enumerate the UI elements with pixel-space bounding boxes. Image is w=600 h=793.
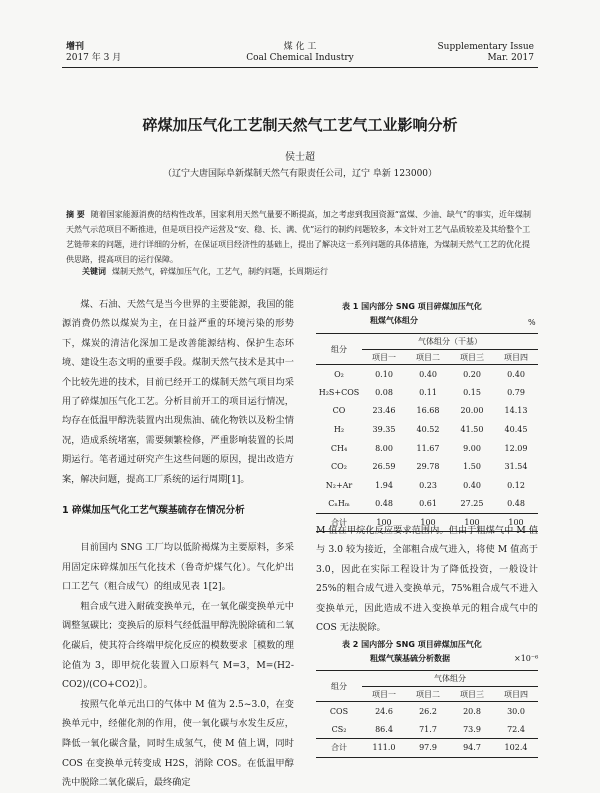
section-1-paragraph-3: 按照气化单元出口的气体中 M 值为 2.5~3.0，在变换单元中，经催化剂的作用，使一氧化碳与水发生反应，降低一氧化碳含量，同时生成氢气，使 M 值上调，同时 COS 在变换单元转变成 H2S，消除 COS。在低温甲醇洗中脱除二氧化碳后，最终确定: [62, 698, 294, 789]
table-row: [316, 720, 538, 739]
table-row: [316, 476, 538, 495]
table-row: [316, 420, 538, 439]
table-cell: 0.61: [419, 499, 437, 509]
keywords-label: 关键词: [82, 267, 106, 276]
table-cell: 0.15: [463, 387, 481, 397]
table-cell: 0.10: [375, 369, 393, 379]
intro-section: [62, 295, 294, 489]
table-row: [316, 439, 538, 458]
table-cell: 71.7: [419, 724, 437, 734]
table-1-col-4: 项目四: [494, 350, 538, 365]
article-title: 碎煤加压气化工艺制天然气工艺气工业影响分析: [142, 116, 458, 134]
table-cell: 72.4: [507, 724, 525, 734]
table-2: [316, 670, 538, 758]
table-row: [316, 702, 538, 721]
total-label: 合计: [316, 513, 362, 532]
table-cell: 27.25: [460, 499, 484, 509]
table-row: [316, 457, 538, 476]
row-label: CO₂: [331, 462, 347, 472]
section-1-paragraph-1: 目前国内 SNG 工厂均以低阶褐煤为主要原料，多采用固定床碎煤加压气化技术（鲁奇炉煤气化）。气化炉出口工艺气（粗合成气）的组成见表 1[2]。: [62, 542, 294, 593]
table-row: [316, 402, 538, 421]
intro-paragraph: 煤、石油、天然气是当今世界的主要能源，我国的能源消费仍然以煤炭为主，在日益严重的环境污染的形势下，煤炭的清洁化深加工是改善能源结构、保护生态环境、建设生态文明的重要手段。煤制天然气技术是其中一个比较先进的技术，目前已经开工的煤制天然气项目均采用了碎煤加压气化工艺。分析目前开工的项目运行情况，均存在低温甲醇洗装置内出现焦油、硫化物铁以及粉尘情况，造成系统堵塞，需要频繁检修，严重影响装置的长周期运行。笔者通过研究产生这些问题的原因，提出改造方案，解决问题，提高工厂系统的运行周期[1]。: [62, 299, 294, 485]
table-cell: 0.48: [507, 499, 525, 509]
table-cell: 26.59: [372, 462, 396, 472]
article-affiliation: （辽宁大唐国际阜新煤制天然气有限责任公司，辽宁 阜新 123000）: [162, 169, 438, 179]
table-1-col-3: 项目三: [450, 350, 494, 365]
table-cell: 0.11: [419, 387, 437, 397]
table-2-col-3: 项目三: [450, 687, 494, 702]
row-label: H₂: [333, 425, 345, 435]
table-cell: 29.78: [416, 462, 440, 472]
total-cell: 97.9: [406, 739, 450, 758]
row-label: CₙHₘ: [328, 499, 350, 509]
table-1: [316, 333, 538, 532]
table-cell: 0.23: [419, 480, 437, 490]
keywords-text: 煤制天然气，碎煤加压气化，工艺气，制约问题，长周期运行: [112, 267, 328, 276]
table-2-group-header: 气体组分: [362, 671, 538, 687]
table-cell: 20.8: [463, 706, 481, 716]
table-cell: 86.4: [375, 724, 393, 734]
total-cell: 100: [494, 513, 538, 532]
table-cell: 40.52: [416, 425, 440, 435]
table-2-unit: ×10⁻⁶: [514, 654, 539, 663]
table-2-caption-line-1: 表 2 国内部分 SNG 项目碎煤加压气化: [342, 640, 482, 649]
header-date: 2017 年 3 月: [66, 53, 122, 63]
abstract-label: 摘 要: [66, 210, 85, 219]
total-cell: 111.0: [362, 739, 406, 758]
table-cell: 73.9: [463, 724, 481, 734]
row-label: COS: [329, 706, 349, 716]
total-cell: 100: [362, 513, 406, 532]
table-row: [316, 383, 538, 402]
right-paragraph: M 值在甲烷化反应要求范围内。但由于粗煤气中 M 值与 3.0 较为接近，全部粗合成气进入，将使 M 值高于 3.0，因此在实际工程设计为了降低投资，一般设计 25%的粗合成气进入变换单元，75%粗合成气不进入变换单元，因此造成不进入变换单元的粗合成气中的 COS 无法脱除。: [316, 525, 538, 634]
table-2-row-header: 组分: [316, 671, 362, 702]
total-label: 合计: [316, 739, 362, 758]
table-cell: 39.35: [372, 425, 396, 435]
table-cell: 8.00: [375, 443, 393, 453]
table-2-caption: [342, 638, 538, 666]
table-1-col-1: 项目一: [362, 350, 406, 365]
table-cell: 41.50: [460, 425, 484, 435]
abstract: [66, 207, 536, 267]
table-cell: 20.00: [460, 406, 484, 416]
table-2-col-2: 项目二: [406, 687, 450, 702]
table-cell: 30.0: [507, 706, 525, 716]
article-author: 侯士超: [285, 152, 315, 163]
table-row: [316, 365, 538, 384]
table-cell: 40.45: [504, 425, 528, 435]
row-label: O₂: [334, 369, 344, 379]
table-1-caption-line-1: 表 1 国内部分 SNG 项目碎煤加压气化: [342, 302, 482, 311]
header-date-en: Mar. 2017: [487, 53, 534, 63]
table-1-caption: [342, 300, 538, 328]
table-cell: 16.68: [416, 406, 440, 416]
row-label: CH₄: [330, 443, 348, 453]
total-cell: 100: [450, 513, 494, 532]
header-supplement: Supplementary Issue: [437, 42, 534, 52]
row-label: CO: [332, 406, 346, 416]
table-2-caption-line-2: 粗煤气羰基硫分析数据: [370, 654, 450, 663]
table-cell: 24.6: [375, 706, 393, 716]
right-column-text: [316, 521, 538, 637]
row-label: CS₂: [331, 724, 347, 734]
total-cell: 102.4: [494, 739, 538, 758]
table-cell: 11.67: [416, 443, 440, 453]
table-cell: 0.48: [375, 499, 393, 509]
table-1-group-header: 气体组分（干基）: [362, 334, 538, 350]
table-cell: 12.09: [504, 443, 528, 453]
total-cell: 100: [406, 513, 450, 532]
table-cell: 1.50: [463, 462, 481, 472]
table-1-row-header: 组分: [316, 334, 362, 365]
journal-name-cn: 煤 化 工: [283, 42, 317, 52]
table-cell: 23.46: [372, 406, 396, 416]
journal-name-en: Coal Chemical Industry: [246, 53, 354, 63]
header-right: [438, 42, 535, 64]
table-total-row: [316, 739, 538, 758]
table-cell: 0.08: [375, 387, 393, 397]
section-1-paragraph-2: 粗合成气进入耐硫变换单元，在一氧化碳变换单元中调整氢碳比；变换后的原料气经低温甲醇洗脱除硫和二氧化碳后，使其符合终端甲烷化反应的模数要求［模数的理论值为 3，即甲烷化装置入口原料气 M=3，M=(H2-CO2)/(CO+CO2)］。: [62, 600, 294, 691]
table-1-unit: %: [528, 318, 536, 327]
table-cell: 0.20: [463, 369, 481, 379]
table-cell: 1.94: [375, 480, 393, 490]
table-1-caption-line-2: 粗煤气体组分: [370, 316, 418, 325]
table-cell: 31.54: [504, 462, 528, 472]
abstract-text: 随着国家能源消费的结构性改革，国家利用天然气量要不断提高，加之考虑到我国资源“富煤、少油、缺气”的事实，近年煤制天然气示范项目不断推进，但是项目投产运营及“安、稳、长、满、优”运行的制约问题较多，本文针对工艺气品质较差及其给整个工艺链带来的问题，进行详细的分析，在保证项目经济性的基础上，提出了解决这一系列问题的具体措施，为煤制天然气工艺的优化提供思路，提高项目的运行保障。: [66, 210, 531, 264]
table-cell: 14.13: [504, 406, 528, 416]
section-1-heading: 1 碎煤加压气化工艺气羰基硫存在情况分析: [62, 505, 245, 516]
table-cell: 0.40: [419, 369, 437, 379]
keywords: [82, 266, 542, 277]
table-2-col-1: 项目一: [362, 687, 406, 702]
table-cell: 26.2: [419, 706, 437, 716]
row-label: H₂S+COS: [318, 387, 360, 397]
table-2-col-4: 项目四: [494, 687, 538, 702]
table-cell: 0.12: [507, 480, 525, 490]
header-issue-label: 增刊: [66, 42, 85, 52]
table-row: [316, 495, 538, 514]
table-cell: 0.40: [507, 369, 525, 379]
row-label: N₂+Ar: [325, 480, 353, 490]
table-cell: 0.40: [463, 480, 481, 490]
table-cell: 0.79: [507, 387, 525, 397]
section-1-body: [62, 538, 294, 793]
header-rule: [62, 67, 538, 68]
table-cell: 9.00: [463, 443, 481, 453]
table-1-col-2: 项目二: [406, 350, 450, 365]
total-cell: 94.7: [450, 739, 494, 758]
